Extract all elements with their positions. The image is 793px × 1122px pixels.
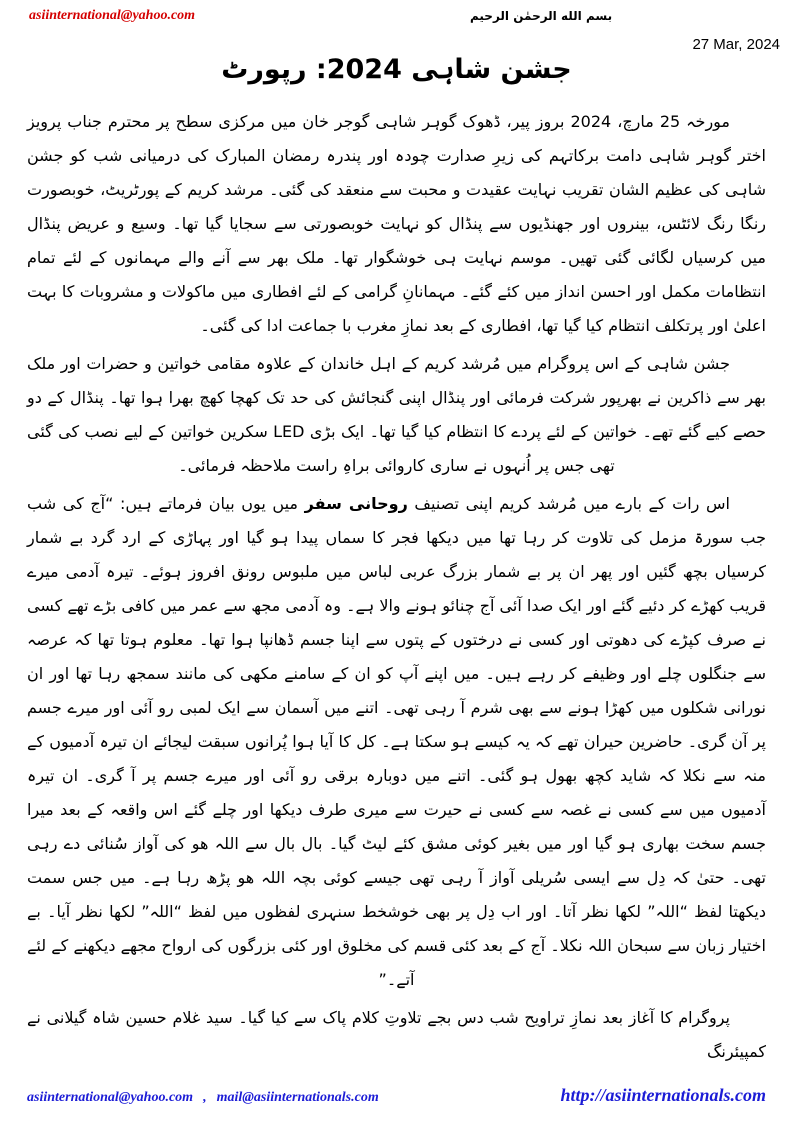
- paragraph-quote: [27, 487, 766, 997]
- footer-separator: ,: [203, 1090, 207, 1105]
- bismillah-text: بسم الله الرحمٰن الرحيم: [470, 9, 613, 23]
- page-footer: [27, 1085, 766, 1106]
- header-email-link[interactable]: asiinternational@yahoo.com: [29, 8, 196, 23]
- page-title: جشن شاہی 2024: رپورٹ: [221, 54, 572, 85]
- report-body: [27, 105, 766, 1069]
- paragraph-attendance: جشن شاہی کے اس پروگرام میں مُرشد کریم کے اہل خاندان کے علاوہ مقامی خواتین و حضرات اور ملک بھر سے ذاکرین نے بھرپور شرکت فرمائی اور پنڈال اپنی گنجائش کی حد تک کھچا کھچ بھرا ہوا تھا۔ پنڈال کے دو حصے کیے گئے تھے۔ خواتین کے لئے پردے کا انتظام کیا گیا تھا۔ ایک بڑی LED سکرین خواتین کے لیے نصب کی گئی تھی جس پر اُنہوں نے ساری کاروائی براہِ راست ملاحظہ فرمائی۔: [27, 354, 766, 475]
- quote-text: میں یوں بیان فرماتے ہیں: “آج کی شب جب سورۃ مزمل کی تلاوت کر رہا تھا میں دیکھا فجر کا سماں پیدا ہو گیا اور پہاڑی کے ارد گرد بے شمار کرسیاں بچھ گئیں اور پھر ان پر بے شمار بزرگ عربی لباس میں ملبوس رونق افروز ہوئے۔ تیرہ آدمی میرے قریب کھڑے کر دئیے گئے اور ایک صدا آئی آج چنائو ہونے والا ہے۔ وہ آدمی مجھ سے عمر میں کافی بڑے تھے کسی نے صرف کپڑے کی دھوتی اور کسی نے درختوں کے پتوں سے اپنا جسم ڈھانپا ہوا تھا۔ معلوم ہوتا تھا کہ عرصہ سے جنگلوں چلے اور وظیفے کر رہے ہیں۔ میں اپنے آپ کو ان کے سامنے مکھی کی مانند سمجھ رہا تھا اور ان نورانی شکلوں میں کھڑا ہونے سے بھی شرم آ رہی تھی۔ اتنے میں آسمان سے ایک لمبی رو آئی اور میرے جسم پر آن گری۔ حاضرین حیران تھے کہ یہ کیسے ہو سکتا ہے۔ کل کا آیا ہوا پُرانوں سبقت لیجائے ان تیرہ آدمیوں کے منہ سے نکلا کہ شاید کچھ بھول ہو گئی۔ اتنے میں دوبارہ برقی رو آئی اور میرے جسم پر آ گری۔ ان تیرہ آدمیوں میں سے کسی نے غصہ سے کسی نے حیرت سے میری طرف دیکھا اور چلے گئے اس واقعہ کے بعد میرا جسم سخت بھاری ہو گیا اور میں بغیر کوئی مشق کئے لیٹ گیا۔ بال بال سے اللہ ھو کی آواز سُنائی دے رہی تھی۔ حتیٰ کہ دِل سے ایسی سُریلی آواز آ رہی تھی جیسے کوئی بچہ اللہ ھو پڑھ رہا ہے۔ میں جس سمت دیکھتا لفظ “اللہ” لکھا نظر آتا۔ اور اب دِل پر بھی خوشخط سنہری لفظوں میں لفظ “اللہ” لکھا نظر آیا۔ بے اختیار زبان سے سبحان اللہ نکلا۔ آج کے بعد کئی قسم کی مخلوق اور کئی بزرگوں کی ارواح مجھے دیکھنے کے لئے آتے۔”: [27, 494, 767, 989]
- report-date: 27 Mar, 2024: [692, 36, 780, 53]
- paragraph-event-report: مورخہ 25 مارچ، 2024 بروز پیر، ڈھوک گوہر شاہی گوجر خان میں مرکزی سطح پر محترم جناب پرویز اختر گوہر شاہی دامت برکاتہم کی زیرِ صدارت چودہ اور پندرہ رمضان المبارک کی درمیانی شب کو جشن شاہی کی عظیم الشان تقریب نہایت عقیدت و محبت سے منعقد کی گئی۔ مرشد کریم کے پورٹریٹ، خوبصورت رنگا رنگ لائٹس، بینروں اور جھنڈیوں سے پنڈال کو نہایت خوبصورتی سے سجایا گیا تھا۔ وسیع و عریض پنڈال میں کرسیاں لگائی گئی تھیں۔ موسم نہایت ہی خوشگوار تھا۔ ملک بھر سے آنے والے مہمانوں کے لئے تمام انتظامات مکمل اور احسن انداز میں کئے گئے۔ مہمانانِ گرامی کے لئے افطاری میں ماکولات و مشروبات کا بہت اعلیٰ اور پرتکلف انتظام کیا گیا تھا، افطاری کے بعد نمازِ مغرب با جماعت ادا کی گئی۔: [27, 112, 766, 335]
- footer-email-link-1[interactable]: asiinternational@yahoo.com: [27, 1090, 194, 1105]
- quote-intro: اس رات کے بارے میں مُرشد کریم اپنی تصنیف: [407, 494, 730, 513]
- footer-email-link-2[interactable]: mail@asiinternationals.com: [216, 1090, 379, 1105]
- site-url-link[interactable]: http://asiinternationals.com: [560, 1085, 766, 1105]
- footer-emails: [27, 1090, 379, 1106]
- paragraph-program-start: پروگرام کا آغاز بعد نمازِ تراویح شب دس بجے تلاوتِ کلام پاک سے کیا گیا۔ سید غلام حسین شاہ گیلانی نے کمپیئرنگ: [27, 1008, 766, 1061]
- page-header: [27, 6, 766, 30]
- book-title: روحانی سفر: [304, 494, 408, 513]
